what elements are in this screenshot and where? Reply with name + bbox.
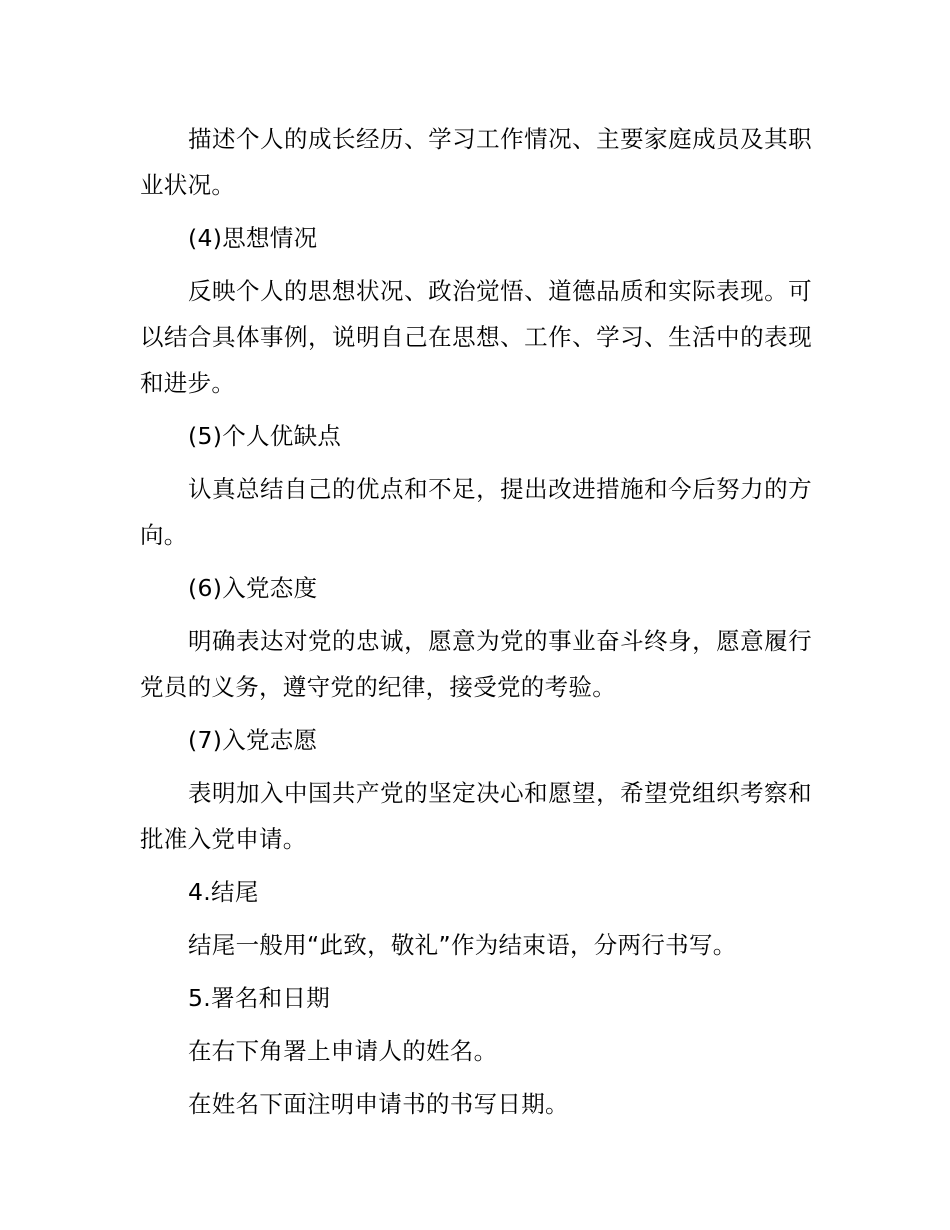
paragraph-thoughts: 反映个人的思想状况、政治觉悟、道德品质和实际表现。可以结合具体事例，说明自己在思想、工作、学习、生活中的表现和进步。 xyxy=(140,277,812,397)
document-page xyxy=(140,116,812,1134)
paragraph-signature: 在右下角署上申请人的姓名。 xyxy=(188,1037,498,1065)
paragraph-ending: 结尾一般用“此致，敬礼”作为结束语，分两行书写。 xyxy=(188,931,737,959)
paragraph-strengths-weaknesses: 认真总结自己的优点和不足，提出改进措施和今后努力的方向。 xyxy=(140,475,812,549)
heading-signature-date: 5.署名和日期 xyxy=(188,984,331,1012)
heading-attitude: (6)入党态度 xyxy=(188,574,318,602)
paragraph-attitude: 明确表达对党的忠诚，愿意为党的事业奋斗终身，愿意履行党员的义务，遵守党的纪律，接受党的考验。 xyxy=(140,627,812,701)
paragraph-date: 在姓名下面注明申请书的书写日期。 xyxy=(188,1090,569,1118)
paragraph-aspiration: 表明加入中国共产党的坚定决心和愿望，希望党组织考察和批准入党申请。 xyxy=(140,779,812,853)
heading-aspiration: (7)入党志愿 xyxy=(188,726,318,754)
heading-thoughts: (4)思想情况 xyxy=(188,224,318,252)
heading-ending: 4.结尾 xyxy=(188,878,259,906)
heading-strengths-weaknesses: (5)个人优缺点 xyxy=(188,422,342,450)
paragraph-background: 描述个人的成长经历、学习工作情况、主要家庭成员及其职业状况。 xyxy=(140,125,812,199)
